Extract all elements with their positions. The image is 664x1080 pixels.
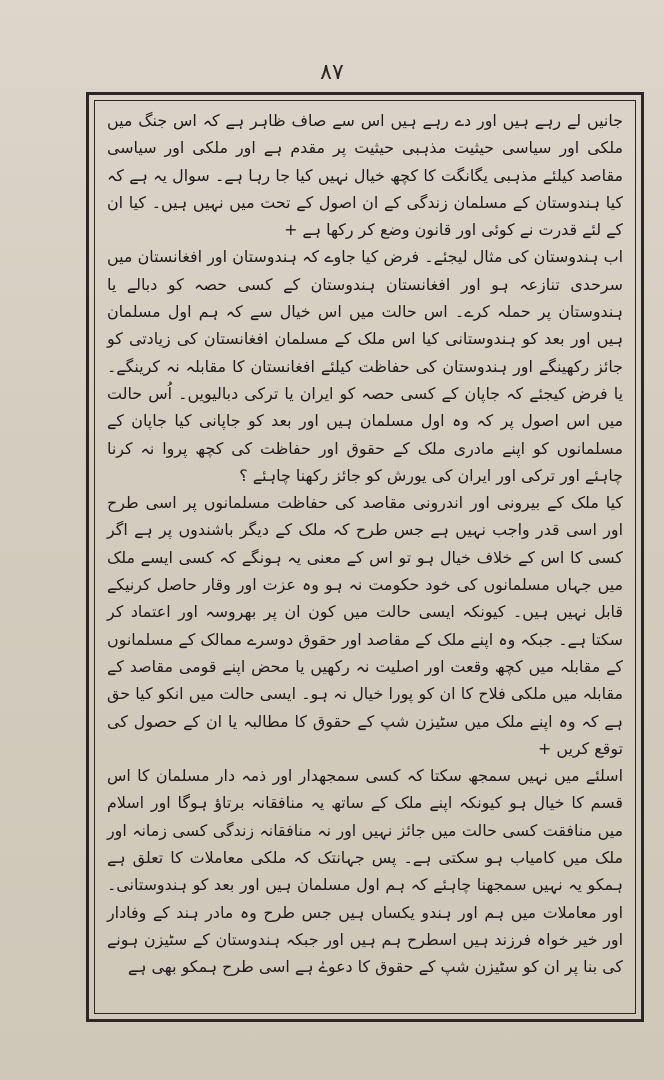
paragraph-4: اسلئے میں نہیں سمجھ سکتا کہ کسی سمجھدار اور ذمہ دار مسلمان کا اس قسم کا خیال ہو کیونکہ اپنے ملک کے ساتھ یہ منافقانہ برتاؤ ہوگا اور اسلام میں منافقت کسی حالت میں جائز نہیں اور نہ منافقانہ زندگی کسی زمانہ اور ملک میں کامیاب ہو سکتی ہے۔ پس جہانتک کہ ملکی معاملات کا تعلق ہے ہمکو یہ نہیں سمجھنا چاہئے کہ ہم اول مسلمان ہیں اور بعد کو ہندوستانی۔ اور معاملات میں ہم اور ہندو یکساں ہیں جس طرح وہ مادر ہند کے وفادار اور خیر خواہ فرزند ہیں اسطرح ہم ہیں اور جبکہ ہندوستان کے سٹیزن ہونے کی بنا پر ان کو سٹیزن شپ کے حقوق کا دعوےٰ ہے اسی طرح ہمکو بھی ہے [107,766,623,977]
paragraph-3: کیا ملک کے بیرونی اور اندرونی مقاصد کی حفاظت مسلمانوں پر اسی طرح اور اسی قدر واجب نہیں ہے جس طرح کہ ملک کے دیگر باشندوں پر ہے اگر کسی کا اس کے خلاف خیال ہو تو اس کے معنی یہ ہونگے کہ کسی ایسے ملک میں جہاں مسلمانوں کی خود حکومت نہ ہو وہ عزت اور وقار حاصل کرنیکے قابل نہیں ہیں۔ کیونکہ ایسی حالت میں کون ان پر بھروسہ اور اعتماد کر سکتا ہے۔ جبکہ وہ اپنے ملک کے مقاصد اور حقوق دوسرے ممالک کے مسلمانوں کے مقابلہ میں کچھ وقعت اور اصلیت نہ رکھیں یا محض اپنے قومی مقاصد کے مقابلہ میں ملکی فلاح کا ان کو پورا خیال نہ ہو۔ ایسی حالت میں انکو کیا حق ہے کہ وہ اپنے ملک میں سٹیزن شپ کے حقوق کا مطالبہ یا ان کے حصول کی توقع کریں + [107,493,623,758]
paragraph-2: اب ہندوستان کی مثال لیجئے۔ فرض کیا جاوے کہ ہندوستان اور افغانستان میں سرحدی تنازعہ ہو اور افغانستان ہندوستان کے کسی حصہ کو دبالے یا ہندوستان پر حملہ کرے۔ اس حالت میں اس خیال سے کہ ہم اول مسلمان ہیں اور بعد کو ہندوستانی کیا اس ملک کے مسلمان افغانستان کی زیادتی کو جائز رکھینگے اور ہندوستان کی حفاظت کیلئے افغانستان کا مقابلہ نہ کرینگے۔ یا فرض کیجئے کہ جاپان کے کسی حصہ کو ایران یا ترکی دبالیویں۔ اُس حالت میں اس اصول پر کہ وہ اول مسلمان ہیں اور بعد کو جاپانی کیا جاپان کے مسلمانوں کو اپنے مادری ملک کے حقوق اور حفاظت کی کچھ پروا نہ کرنا چاہئے اور ترکی اور ایران کی یورش کو جائز رکھنا چاہئے ؟ [107,247,623,485]
page-number: ۸۷ [320,60,344,85]
page-border [86,92,644,1022]
body-text [107,107,623,981]
paragraph-1: جانیں لے رہے ہیں اور دے رہے ہیں اس سے صاف ظاہر ہے کہ اس جنگ میں ملکی اور سیاسی حیثیت مذہبی حیثیت پر مقدم ہے اور ملکی اور سیاسی مقاصد کیلئے مذہبی یگانگت کا کچھ خیال نہیں کیا جا رہا ہے۔ سوال یہ ہے کہ کیا ہندوستان کے مسلمان زندگی کے ان اصول کے تحت میں نہیں ہیں۔ کیا ان کے لئے قدرت نے کوئی اور قانون وضع کر رکھا ہے + [107,111,623,240]
